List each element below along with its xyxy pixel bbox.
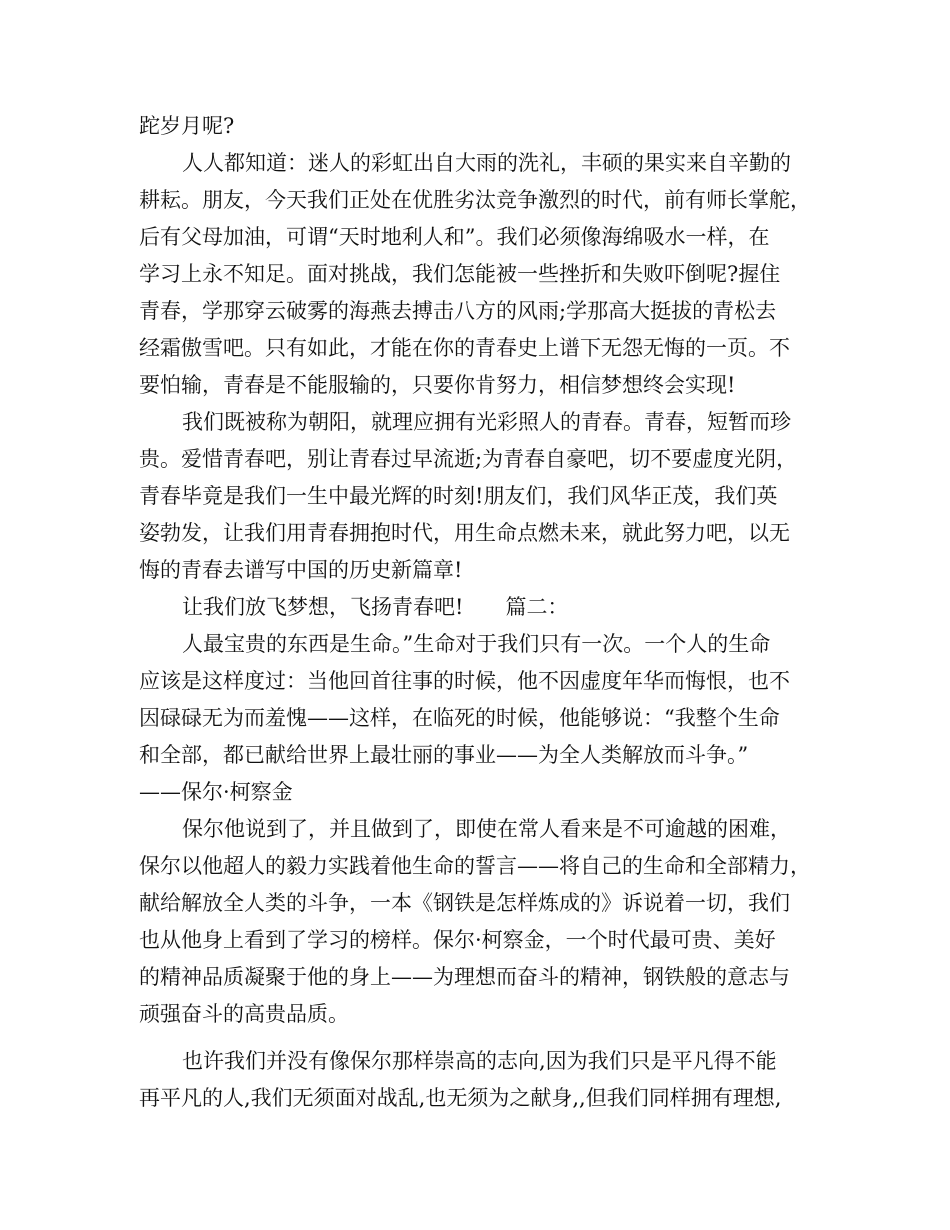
text-line: 青春，学那穿云破雾的海燕去搏击八方的风雨;学那高大挺拔的青松去 (139, 299, 777, 323)
document-body (139, 108, 839, 1117)
paragraph-start-line: 也许我们并没有像保尔那样崇高的志向,因为我们只是平凡得不能 (182, 1049, 777, 1073)
text-line: 的精神品质凝聚于他的身上——为理想而奋斗的精神，钢铁般的意志与 (139, 965, 790, 989)
text-line: 应该是这样度过：当他回首往事的时候，他不因虚度年华而悔恨，也不 (139, 669, 790, 693)
text-line: 贵。爱惜青春吧，别让青春过早流逝;为青春自豪吧，切不要虚度光阴， (139, 447, 798, 471)
text-line: 献给解放全人类的斗争，一本《钢铁是怎样炼成的》诉说着一切，我们 (139, 891, 790, 915)
text-line: 跎岁月呢? (139, 114, 235, 138)
paragraph-start-line: 人人都知道：迷人的彩虹出自大雨的洗礼，丰硕的果实来自辛勤的 (182, 151, 791, 175)
text-line: 要怕输，青春是不能服输的，只要你肯努力，相信梦想终会实现! (139, 373, 736, 397)
text-line: 也从他身上看到了学习的榜样。保尔·柯察金，一个时代最可贵、美好 (139, 928, 776, 952)
text-line: 悔的青春去谱写中国的历史新篇章! (139, 558, 463, 582)
paragraph-start-line: 保尔他说到了，并且做到了，即使在常人看来是不可逾越的困难， (182, 817, 791, 841)
text-line: 保尔以他超人的毅力实践着他生命的誓言——将自己的生命和全部精力， (139, 854, 811, 878)
text-line: 因碌碌无为而羞愧——这样，在临死的时候，他能够说：“我整个生命 (139, 706, 780, 730)
text-line: 顽强奋斗的高贵品质。 (139, 1002, 349, 1026)
text-line: 经霜傲雪吧。只有如此，才能在你的青春史上谱下无怨无悔的一页。不 (139, 336, 790, 360)
text-line: 和全部，都已献给世界上最壮丽的事业——为全人类解放而斗争。” (139, 743, 749, 767)
paragraph-start-line: 我们既被称为朝阳，就理应拥有光彩照人的青春。青春，短暂而珍 (182, 410, 791, 434)
text-line: 学习上永不知足。面对挑战，我们怎能被一些挫折和失败吓倒呢?握住 (139, 262, 781, 286)
paragraph-start-line: 人最宝贵的东西是生命。”生命对于我们只有一次。一个人的生命 (182, 632, 771, 656)
text-line: 姿勃发，让我们用青春拥抱时代，用生命点燃未来，就此努力吧，以无 (139, 521, 790, 545)
text-line: 耕耘。朋友，今天我们正处在优胜劣汰竞争激烈的时代，前有师长掌舵， (139, 188, 811, 212)
text-line: 再平凡的人,我们无须面对战乱,也无须为之献身,,但我们同样拥有理想, (139, 1086, 782, 1110)
quote-attribution-line: ——保尔·柯察金 (139, 780, 293, 804)
text-line: 后有父母加油，可谓“天时地利人和”。我们必须像海绵吸水一样，在 (139, 225, 770, 249)
text-line: 青春毕竟是我们一生中最光辉的时刻!朋友们，我们风华正茂，我们英 (139, 484, 778, 508)
section-heading-line: 让我们放飞梦想，飞扬青春吧! 篇二： (182, 595, 569, 619)
